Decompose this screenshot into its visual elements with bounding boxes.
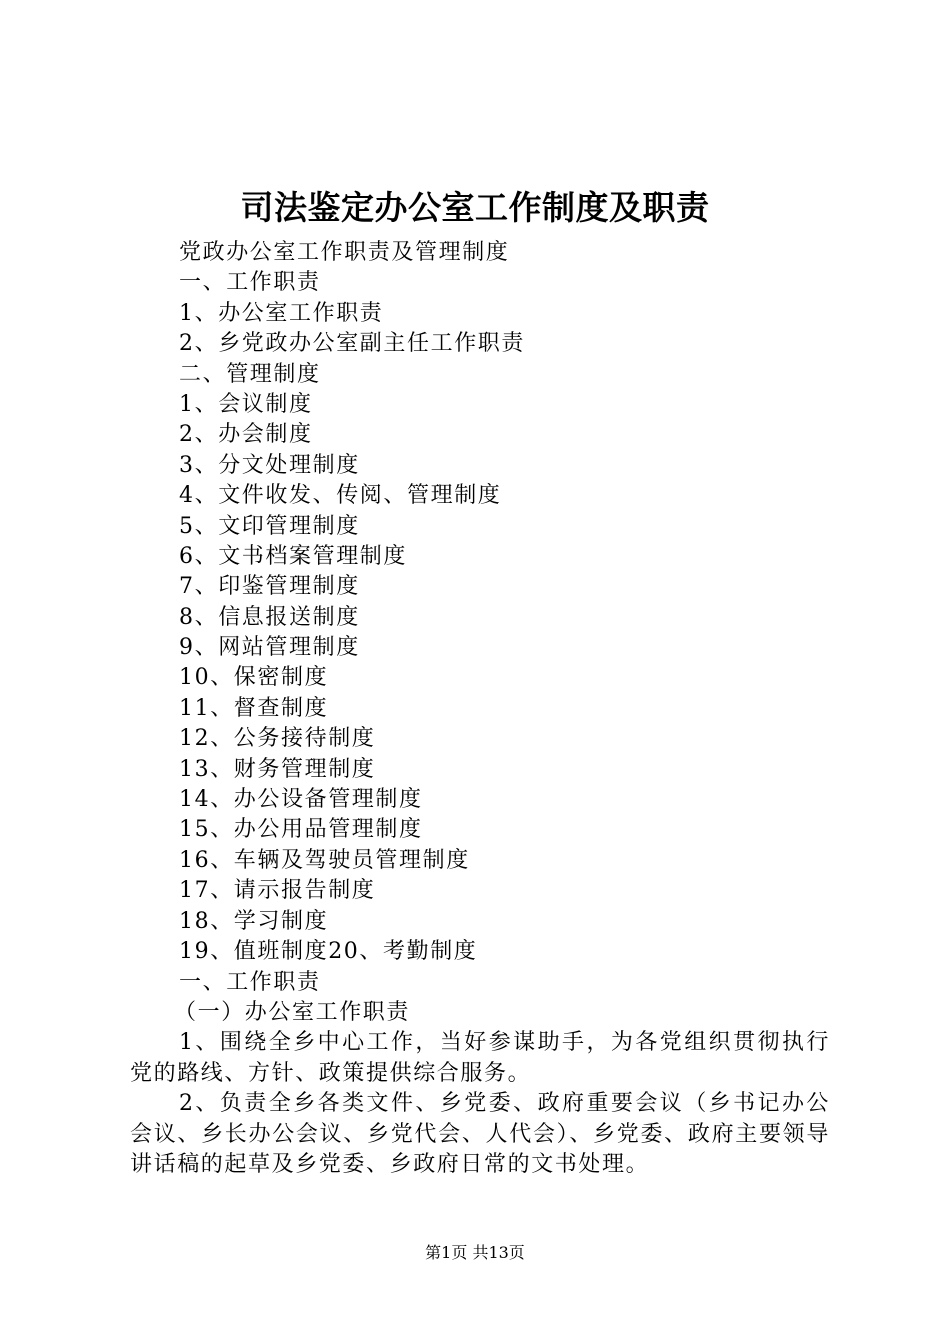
outline-line: 2、办会制度 xyxy=(179,422,313,448)
outline-line: 17、请示报告制度 xyxy=(179,878,376,904)
outline-line: 6、文书档案管理制度 xyxy=(179,543,407,569)
document-title: 司法鉴定办公室工作制度及职责 xyxy=(240,188,710,227)
body-paragraph: 1、围绕全乡中心工作，当好参谋助手，为各党组织贯彻执行党的路线、方针、政策提供综合服务。 xyxy=(130,1030,830,1086)
outline-line: 12、公务接待制度 xyxy=(179,726,376,752)
outline-line: 9、网站管理制度 xyxy=(179,635,360,661)
outline-line: 16、车辆及驾驶员管理制度 xyxy=(179,847,470,873)
duties-section xyxy=(130,968,830,1181)
sub-heading: （一）办公室工作职责 xyxy=(174,999,411,1025)
outline-line: 一、工作职责 xyxy=(179,270,321,296)
outline-line: 3、分文处理制度 xyxy=(179,452,360,478)
outline-line: 4、文件收发、传阅、管理制度 xyxy=(179,483,502,509)
outline-line: 党政办公室工作职责及管理制度 xyxy=(179,240,510,265)
outline-line: 18、学习制度 xyxy=(179,908,329,934)
outline-line: 15、办公用品管理制度 xyxy=(179,817,423,843)
outline-line: 11、督查制度 xyxy=(179,695,329,721)
outline-line: 二、管理制度 xyxy=(179,361,321,387)
outline-line: 5、文印管理制度 xyxy=(179,513,360,539)
outline-line: 2、乡党政办公室副主任工作职责 xyxy=(179,331,525,357)
outline-list xyxy=(179,238,839,967)
outline-line: 1、办公室工作职责 xyxy=(179,300,384,326)
outline-line: 1、会议制度 xyxy=(179,391,313,417)
outline-line: 19、值班制度20、考勤制度 xyxy=(179,938,478,964)
outline-line: 7、印鉴管理制度 xyxy=(179,574,360,600)
body-paragraph: 2、负责全乡各类文件、乡党委、政府重要会议（乡书记办公会议、乡长办公会议、乡党代会、人代会）、乡党委、政府主要领导讲话稿的起草及乡党委、乡政府日常的文书处理。 xyxy=(130,1091,830,1177)
outline-line: 8、信息报送制度 xyxy=(179,604,360,630)
page-footer: 第1页 共13页 xyxy=(425,1243,525,1262)
outline-line: 10、保密制度 xyxy=(179,665,329,691)
section-heading: 一、工作职责 xyxy=(179,969,321,995)
outline-line: 13、财务管理制度 xyxy=(179,756,376,782)
outline-line: 14、办公设备管理制度 xyxy=(179,787,423,813)
